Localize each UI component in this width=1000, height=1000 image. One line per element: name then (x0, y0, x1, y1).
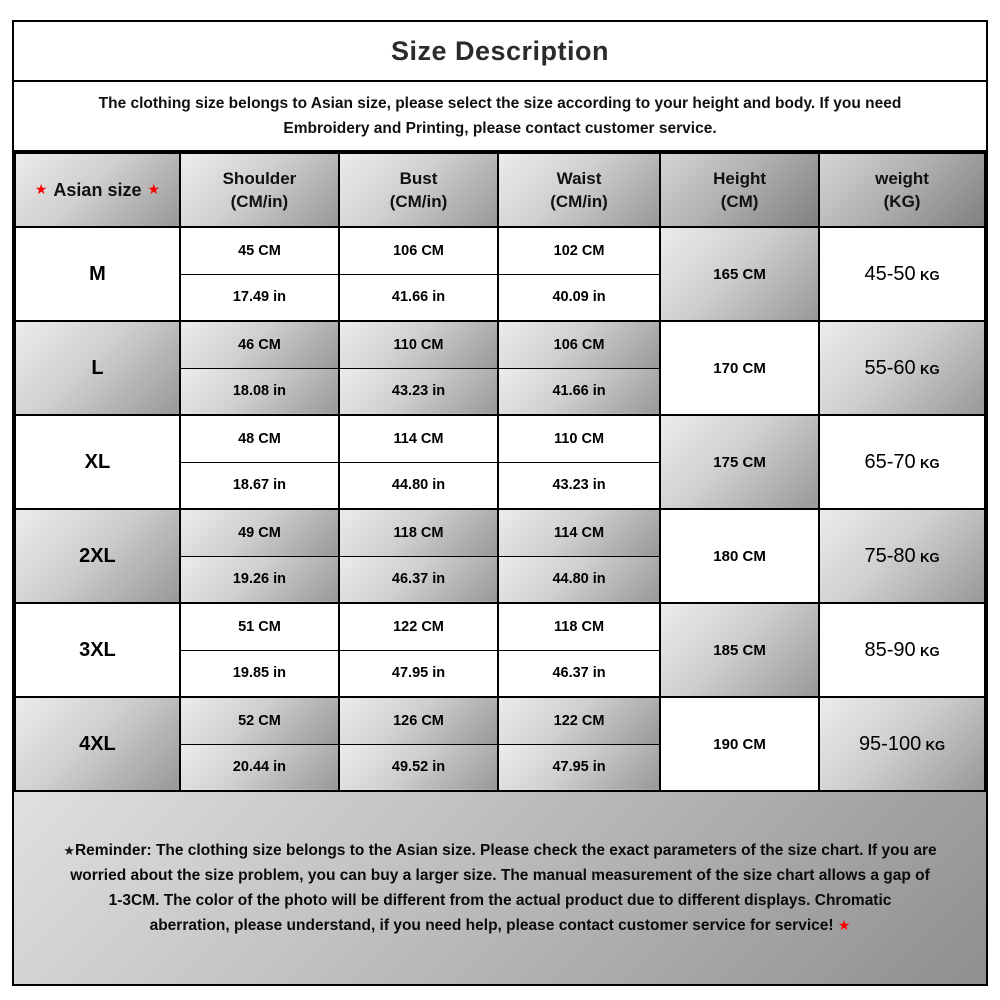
table-row (15, 697, 985, 744)
height-cell: 180 CM (660, 509, 819, 603)
waist-in-cell: 40.09 in (498, 274, 660, 321)
bust-in-cell: 44.80 in (339, 462, 498, 509)
reminder-line-1: ★Reminder: The clothing size belongs to the Asian size. Please check the exact parameters of the size chart. If you are (63, 842, 937, 859)
bust-cm-cell: 114 CM (339, 415, 498, 462)
weight-cell: 75-80 KG (819, 509, 985, 603)
waist-cm-cell: 118 CM (498, 603, 660, 650)
shoulder-in-cell: 20.44 in (180, 744, 339, 791)
header-bust: Bust (CM/in) (339, 153, 498, 227)
size-label: 2XL (15, 509, 180, 603)
waist-cm-cell: 106 CM (498, 321, 660, 368)
size-row-group-xl (15, 415, 985, 509)
size-label: L (15, 321, 180, 415)
size-label: 3XL (15, 603, 180, 697)
shoulder-cm-cell: 49 CM (180, 509, 339, 556)
bust-in-cell: 47.95 in (339, 650, 498, 697)
bust-cm-cell: 118 CM (339, 509, 498, 556)
subtitle-line-2: Embroidery and Printing, please contact customer service. (283, 120, 717, 137)
shoulder-cm-cell: 46 CM (180, 321, 339, 368)
reminder-section (14, 792, 986, 984)
table-row (15, 415, 985, 462)
waist-cm-cell: 122 CM (498, 697, 660, 744)
table-row (15, 509, 985, 556)
height-cell: 185 CM (660, 603, 819, 697)
height-cell: 170 CM (660, 321, 819, 415)
reminder-line-4: aberration, please understand, if you need help, please contact customer service for service! ★ (149, 917, 851, 934)
header-asian-size (15, 153, 180, 227)
header-weight: weight (KG) (819, 153, 985, 227)
shoulder-in-cell: 19.26 in (180, 556, 339, 603)
star-icon: ★ (147, 180, 161, 197)
waist-in-cell: 43.23 in (498, 462, 660, 509)
asian-size-label: Asian size (53, 179, 142, 200)
shoulder-cm-cell: 52 CM (180, 697, 339, 744)
shoulder-cm-cell: 51 CM (180, 603, 339, 650)
size-table (14, 152, 986, 792)
waist-cm-cell: 110 CM (498, 415, 660, 462)
reminder-line-2: worried about the size problem, you can buy a larger size. The manual measurement of the size chart allows a gap of (70, 867, 930, 884)
shoulder-in-cell: 19.85 in (180, 650, 339, 697)
bust-cm-cell: 110 CM (339, 321, 498, 368)
subtitle-line-1: The clothing size belongs to Asian size, please select the size according to your height and body. If you need (98, 95, 902, 112)
header-shoulder: Shoulder (CM/in) (180, 153, 339, 227)
shoulder-cm-cell: 48 CM (180, 415, 339, 462)
waist-in-cell: 41.66 in (498, 368, 660, 415)
waist-in-cell: 47.95 in (498, 744, 660, 791)
header-height: Height (CM) (660, 153, 819, 227)
star-icon: ★ (34, 180, 48, 197)
shoulder-in-cell: 18.67 in (180, 462, 339, 509)
bust-in-cell: 49.52 in (339, 744, 498, 791)
bust-cm-cell: 106 CM (339, 227, 498, 274)
bust-in-cell: 41.66 in (339, 274, 498, 321)
title-section (14, 22, 986, 82)
star-icon: ★ (837, 917, 851, 933)
header-waist: Waist (CM/in) (498, 153, 660, 227)
size-row-group-4xl (15, 697, 985, 791)
height-cell: 165 CM (660, 227, 819, 321)
shoulder-in-cell: 17.49 in (180, 274, 339, 321)
weight-cell: 65-70 KG (819, 415, 985, 509)
weight-cell: 85-90 KG (819, 603, 985, 697)
size-row-group-m (15, 227, 985, 321)
star-icon: ★ (63, 843, 75, 858)
table-row (15, 227, 985, 274)
size-row-group-l (15, 321, 985, 415)
size-label: XL (15, 415, 180, 509)
height-cell: 175 CM (660, 415, 819, 509)
table-row (15, 603, 985, 650)
waist-cm-cell: 114 CM (498, 509, 660, 556)
waist-cm-cell: 102 CM (498, 227, 660, 274)
size-label: M (15, 227, 180, 321)
bust-cm-cell: 122 CM (339, 603, 498, 650)
bust-in-cell: 46.37 in (339, 556, 498, 603)
weight-cell: 95-100 KG (819, 697, 985, 791)
weight-cell: 55-60 KG (819, 321, 985, 415)
bust-in-cell: 43.23 in (339, 368, 498, 415)
weight-cell: 45-50 KG (819, 227, 985, 321)
table-header-row (15, 153, 985, 227)
height-cell: 190 CM (660, 697, 819, 791)
shoulder-cm-cell: 45 CM (180, 227, 339, 274)
shoulder-in-cell: 18.08 in (180, 368, 339, 415)
bust-cm-cell: 126 CM (339, 697, 498, 744)
size-row-group-2xl (15, 509, 985, 603)
page-title: Size Description (390, 35, 610, 66)
size-chart-frame (12, 20, 988, 986)
table-row (15, 321, 985, 368)
size-row-group-3xl (15, 603, 985, 697)
reminder-line-3: 1-3CM. The color of the photo will be different from the actual product due to different displays. Chromatic (108, 892, 892, 909)
waist-in-cell: 46.37 in (498, 650, 660, 697)
size-label: 4XL (15, 697, 180, 791)
subtitle-section (14, 82, 986, 152)
waist-in-cell: 44.80 in (498, 556, 660, 603)
